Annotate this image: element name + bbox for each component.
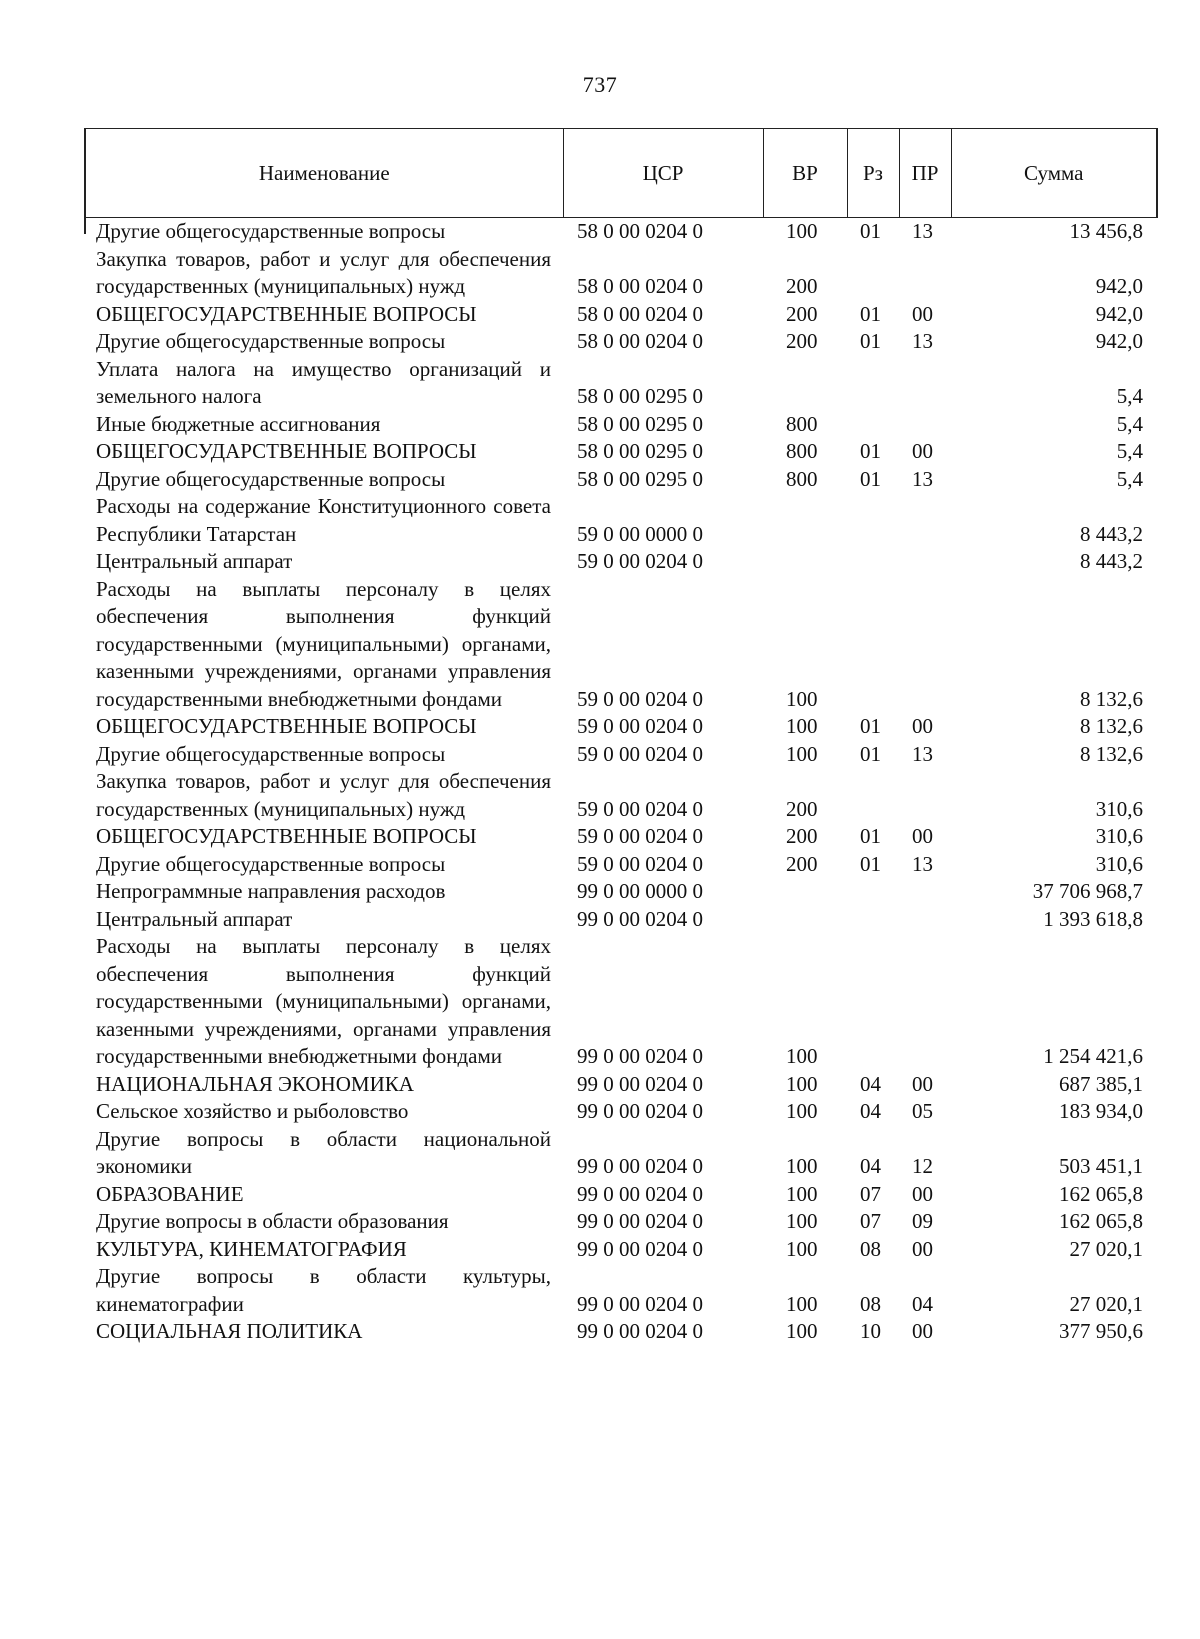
cell-name: КУЛЬТУРА, КИНЕМАТОГРАФИЯ (96, 1236, 407, 1261)
cell-name: Закупка товаров, работ и услуг для обеспечения государственных (муниципальных) нужд (96, 769, 551, 821)
cell-rz (847, 246, 899, 301)
cell-pr: 13 (912, 851, 933, 876)
table-row (85, 576, 1157, 714)
cell-vr: 100 (786, 1044, 818, 1068)
cell-name: ОБЩЕГОСУДАРСТВЕННЫЕ ВОПРОСЫ (96, 301, 477, 326)
cell-name: Иные бюджетные ассигнования (96, 411, 381, 436)
cell-rz: 07 (860, 1209, 881, 1233)
cell-vr: 100 (786, 1154, 818, 1178)
cell-pr (899, 768, 951, 823)
cell-pr (899, 411, 951, 439)
cell-csr: 58 0 00 0204 0 (577, 274, 703, 298)
cell-vr: 800 (786, 466, 818, 491)
cell-rz: 04 (860, 1071, 881, 1096)
cell-vr: 100 (786, 686, 818, 711)
cell-pr: 09 (912, 1209, 933, 1233)
cell-pr: 00 (912, 301, 933, 326)
cell-rz: 01 (860, 439, 881, 463)
cell-sum: 942,0 (1095, 274, 1143, 298)
cell-sum: 942,0 (1095, 301, 1143, 326)
cell-sum: 5,4 (1116, 439, 1143, 463)
cell-pr (899, 493, 951, 548)
cell-rz (847, 906, 899, 934)
cell-sum: 942,0 (1095, 329, 1143, 353)
cell-vr: 100 (786, 219, 818, 243)
cell-pr: 13 (912, 219, 933, 243)
cell-name: Другие общегосударственные вопросы (96, 329, 446, 353)
cell-sum: 27 020,1 (1069, 1236, 1143, 1261)
cell-rz (847, 768, 899, 823)
cell-name: Другие вопросы в области образования (96, 1209, 449, 1233)
cell-vr: 100 (786, 1071, 818, 1096)
cell-sum: 27 020,1 (1069, 1291, 1143, 1316)
table-row (85, 1098, 1157, 1126)
cell-csr: 58 0 00 0204 0 (577, 301, 703, 326)
cell-csr: 99 0 00 0204 0 (577, 1044, 703, 1068)
cell-csr: 59 0 00 0204 0 (577, 824, 703, 848)
cell-rz: 01 (860, 741, 881, 766)
cell-pr (899, 878, 951, 906)
left-border-tail (84, 216, 86, 234)
header-vr: ВР (763, 129, 847, 218)
cell-rz: 10 (860, 1319, 881, 1343)
table-row (85, 493, 1157, 548)
cell-sum: 377 950,6 (1059, 1319, 1143, 1343)
table-row (85, 548, 1157, 576)
cell-name: Другие общегосударственные вопросы (96, 741, 446, 766)
cell-name: Центральный аппарат (96, 549, 293, 573)
cell-name: Расходы на выплаты персоналу в целях обеспечения выполнения функций государственными (муниципальными) органами, казенными учреждениями, органами управления государственными внебюджетными фондами (96, 576, 551, 711)
cell-sum: 8 443,2 (1080, 521, 1143, 546)
cell-sum: 1 254 421,6 (1043, 1044, 1143, 1068)
cell-csr: 99 0 00 0204 0 (577, 1236, 703, 1261)
cell-name: Другие общегосударственные вопросы (96, 466, 446, 491)
cell-rz (847, 933, 899, 1071)
table-row (85, 713, 1157, 741)
cell-sum: 310,6 (1095, 824, 1143, 848)
table-row (85, 823, 1157, 851)
cell-vr: 800 (786, 439, 818, 463)
cell-rz: 01 (860, 466, 881, 491)
cell-vr: 200 (786, 301, 818, 326)
table-row (85, 1263, 1157, 1318)
cell-vr: 100 (786, 1291, 818, 1316)
cell-csr: 99 0 00 0204 0 (577, 1181, 703, 1206)
cell-sum: 687 385,1 (1059, 1071, 1143, 1096)
cell-pr: 00 (912, 439, 933, 463)
table-row (85, 411, 1157, 439)
page-number: 737 (582, 72, 618, 97)
cell-vr: 200 (786, 824, 818, 848)
cell-vr: 200 (786, 796, 818, 821)
cell-csr: 58 0 00 0295 0 (577, 384, 703, 408)
cell-sum: 162 065,8 (1059, 1209, 1143, 1233)
cell-csr: 59 0 00 0204 0 (577, 741, 703, 766)
cell-vr: 100 (786, 1319, 818, 1343)
cell-vr: 100 (786, 1236, 818, 1261)
cell-pr (899, 906, 951, 934)
cell-name: СОЦИАЛЬНАЯ ПОЛИТИКА (96, 1319, 363, 1343)
cell-sum: 8 132,6 (1080, 686, 1143, 711)
cell-csr: 58 0 00 0295 0 (577, 411, 703, 436)
cell-csr: 99 0 00 0204 0 (577, 1209, 703, 1233)
cell-csr: 59 0 00 0204 0 (577, 851, 703, 876)
cell-sum: 8 132,6 (1080, 714, 1143, 738)
table-row (85, 1318, 1157, 1346)
cell-rz: 01 (860, 329, 881, 353)
header-csr: ЦСР (563, 129, 763, 218)
cell-csr: 99 0 00 0204 0 (577, 1319, 703, 1343)
cell-pr: 12 (912, 1154, 933, 1178)
cell-vr (763, 906, 847, 934)
cell-rz: 01 (860, 824, 881, 848)
cell-rz: 01 (860, 301, 881, 326)
cell-pr: 00 (912, 824, 933, 848)
cell-sum: 5,4 (1116, 411, 1143, 436)
cell-name: Другие общегосударственные вопросы (96, 851, 446, 876)
table-row (85, 328, 1157, 356)
cell-pr: 13 (912, 466, 933, 491)
cell-pr: 13 (912, 741, 933, 766)
cell-sum: 8 443,2 (1080, 549, 1143, 573)
cell-sum: 8 132,6 (1080, 741, 1143, 766)
cell-sum: 183 934,0 (1059, 1099, 1143, 1123)
cell-pr: 04 (912, 1291, 933, 1316)
cell-vr: 100 (786, 1181, 818, 1206)
header-name: Наименование (85, 129, 563, 218)
table-row (85, 1071, 1157, 1099)
cell-rz: 04 (860, 1154, 881, 1178)
cell-name: ОБЩЕГОСУДАРСТВЕННЫЕ ВОПРОСЫ (96, 824, 477, 848)
cell-pr: 13 (912, 329, 933, 353)
cell-sum: 13 456,8 (1069, 219, 1143, 243)
cell-vr (763, 548, 847, 576)
cell-name: Закупка товаров, работ и услуг для обеспечения государственных (муниципальных) нужд (96, 246, 551, 298)
cell-csr: 58 0 00 0204 0 (577, 219, 703, 243)
cell-name: Сельское хозяйство и рыболовство (96, 1099, 409, 1123)
cell-vr: 800 (786, 411, 818, 436)
cell-csr: 99 0 00 0000 0 (577, 879, 703, 903)
cell-vr (763, 878, 847, 906)
cell-pr (899, 933, 951, 1071)
cell-name: Уплата налога на имущество организаций и земельного налога (96, 356, 551, 408)
cell-name: НАЦИОНАЛЬНАЯ ЭКОНОМИКА (96, 1071, 414, 1096)
cell-rz (847, 576, 899, 714)
cell-rz (847, 548, 899, 576)
cell-csr: 59 0 00 0204 0 (577, 549, 703, 573)
cell-sum: 310,6 (1095, 796, 1143, 821)
cell-name: ОБЩЕГОСУДАРСТВЕННЫЕ ВОПРОСЫ (96, 714, 477, 738)
cell-csr: 59 0 00 0204 0 (577, 686, 703, 711)
cell-csr: 99 0 00 0204 0 (577, 1291, 703, 1316)
table-row (85, 741, 1157, 769)
table-header (85, 129, 1157, 218)
cell-vr: 100 (786, 1209, 818, 1233)
cell-rz: 07 (860, 1181, 881, 1206)
header-rz: Рз (847, 129, 899, 218)
table-row (85, 438, 1157, 466)
table-row (85, 906, 1157, 934)
cell-sum: 5,4 (1116, 466, 1143, 491)
cell-name: Расходы на содержание Конституционного совета Республики Татарстан (96, 494, 551, 546)
table-row (85, 356, 1157, 411)
cell-csr: 99 0 00 0204 0 (577, 906, 703, 931)
cell-csr: 59 0 00 0000 0 (577, 521, 703, 546)
cell-pr (899, 576, 951, 714)
cell-sum: 503 451,1 (1059, 1154, 1143, 1178)
table-row (85, 1126, 1157, 1181)
cell-rz (847, 493, 899, 548)
cell-rz: 08 (860, 1236, 881, 1261)
cell-pr: 00 (912, 1236, 933, 1261)
cell-rz: 04 (860, 1099, 881, 1123)
cell-vr: 100 (786, 741, 818, 766)
cell-pr: 05 (912, 1099, 933, 1123)
cell-name: Непрограммные направления расходов (96, 879, 446, 903)
header-pr: ПР (899, 129, 951, 218)
cell-rz (847, 356, 899, 411)
cell-pr: 00 (912, 1319, 933, 1343)
cell-sum: 1 393 618,8 (1043, 906, 1143, 931)
cell-vr: 100 (786, 1099, 818, 1123)
cell-csr: 59 0 00 0204 0 (577, 796, 703, 821)
cell-rz (847, 878, 899, 906)
cell-csr: 59 0 00 0204 0 (577, 714, 703, 738)
cell-sum: 310,6 (1095, 851, 1143, 876)
cell-rz: 01 (860, 714, 881, 738)
cell-pr (899, 246, 951, 301)
cell-rz: 08 (860, 1291, 881, 1316)
table-row (85, 1236, 1157, 1264)
table-row (85, 878, 1157, 906)
budget-table (84, 128, 1158, 1346)
table-body (85, 218, 1157, 1346)
table-row (85, 246, 1157, 301)
cell-name: ОБРАЗОВАНИЕ (96, 1181, 244, 1206)
cell-vr: 200 (786, 274, 818, 298)
table-row (85, 301, 1157, 329)
cell-name: Другие вопросы в области национальной экономики (96, 1126, 551, 1178)
table-row (85, 466, 1157, 494)
cell-vr: 200 (786, 329, 818, 353)
cell-pr (899, 356, 951, 411)
cell-vr (763, 493, 847, 548)
cell-vr: 100 (786, 714, 818, 738)
cell-pr: 00 (912, 1181, 933, 1206)
cell-csr: 99 0 00 0204 0 (577, 1154, 703, 1178)
cell-name: Центральный аппарат (96, 906, 293, 931)
cell-pr: 00 (912, 1071, 933, 1096)
table-row (85, 1181, 1157, 1209)
cell-name: ОБЩЕГОСУДАРСТВЕННЫЕ ВОПРОСЫ (96, 439, 477, 463)
cell-sum: 37 706 968,7 (1032, 879, 1143, 903)
table-row (85, 218, 1157, 246)
cell-pr (899, 548, 951, 576)
cell-csr: 58 0 00 0295 0 (577, 439, 703, 463)
cell-pr: 00 (912, 714, 933, 738)
cell-csr: 99 0 00 0204 0 (577, 1071, 703, 1096)
table-row (85, 851, 1157, 879)
cell-vr (763, 356, 847, 411)
cell-sum: 162 065,8 (1059, 1181, 1143, 1206)
cell-csr: 99 0 00 0204 0 (577, 1099, 703, 1123)
table-row (85, 1208, 1157, 1236)
header-sum: Сумма (951, 129, 1157, 218)
cell-vr: 200 (786, 851, 818, 876)
cell-csr: 58 0 00 0295 0 (577, 466, 703, 491)
table-row (85, 933, 1157, 1071)
cell-rz: 01 (860, 219, 881, 243)
cell-rz: 01 (860, 851, 881, 876)
cell-name: Другие общегосударственные вопросы (96, 219, 446, 243)
cell-rz (847, 411, 899, 439)
cell-csr: 58 0 00 0204 0 (577, 329, 703, 353)
cell-name: Другие вопросы в области культуры, кинематографии (96, 1264, 551, 1316)
table-row (85, 768, 1157, 823)
cell-sum: 5,4 (1116, 384, 1143, 408)
cell-name: Расходы на выплаты персоналу в целях обеспечения выполнения функций государственными (муниципальными) органами, казенными учреждениями, органами управления государственными внебюджетными фондами (96, 934, 551, 1068)
